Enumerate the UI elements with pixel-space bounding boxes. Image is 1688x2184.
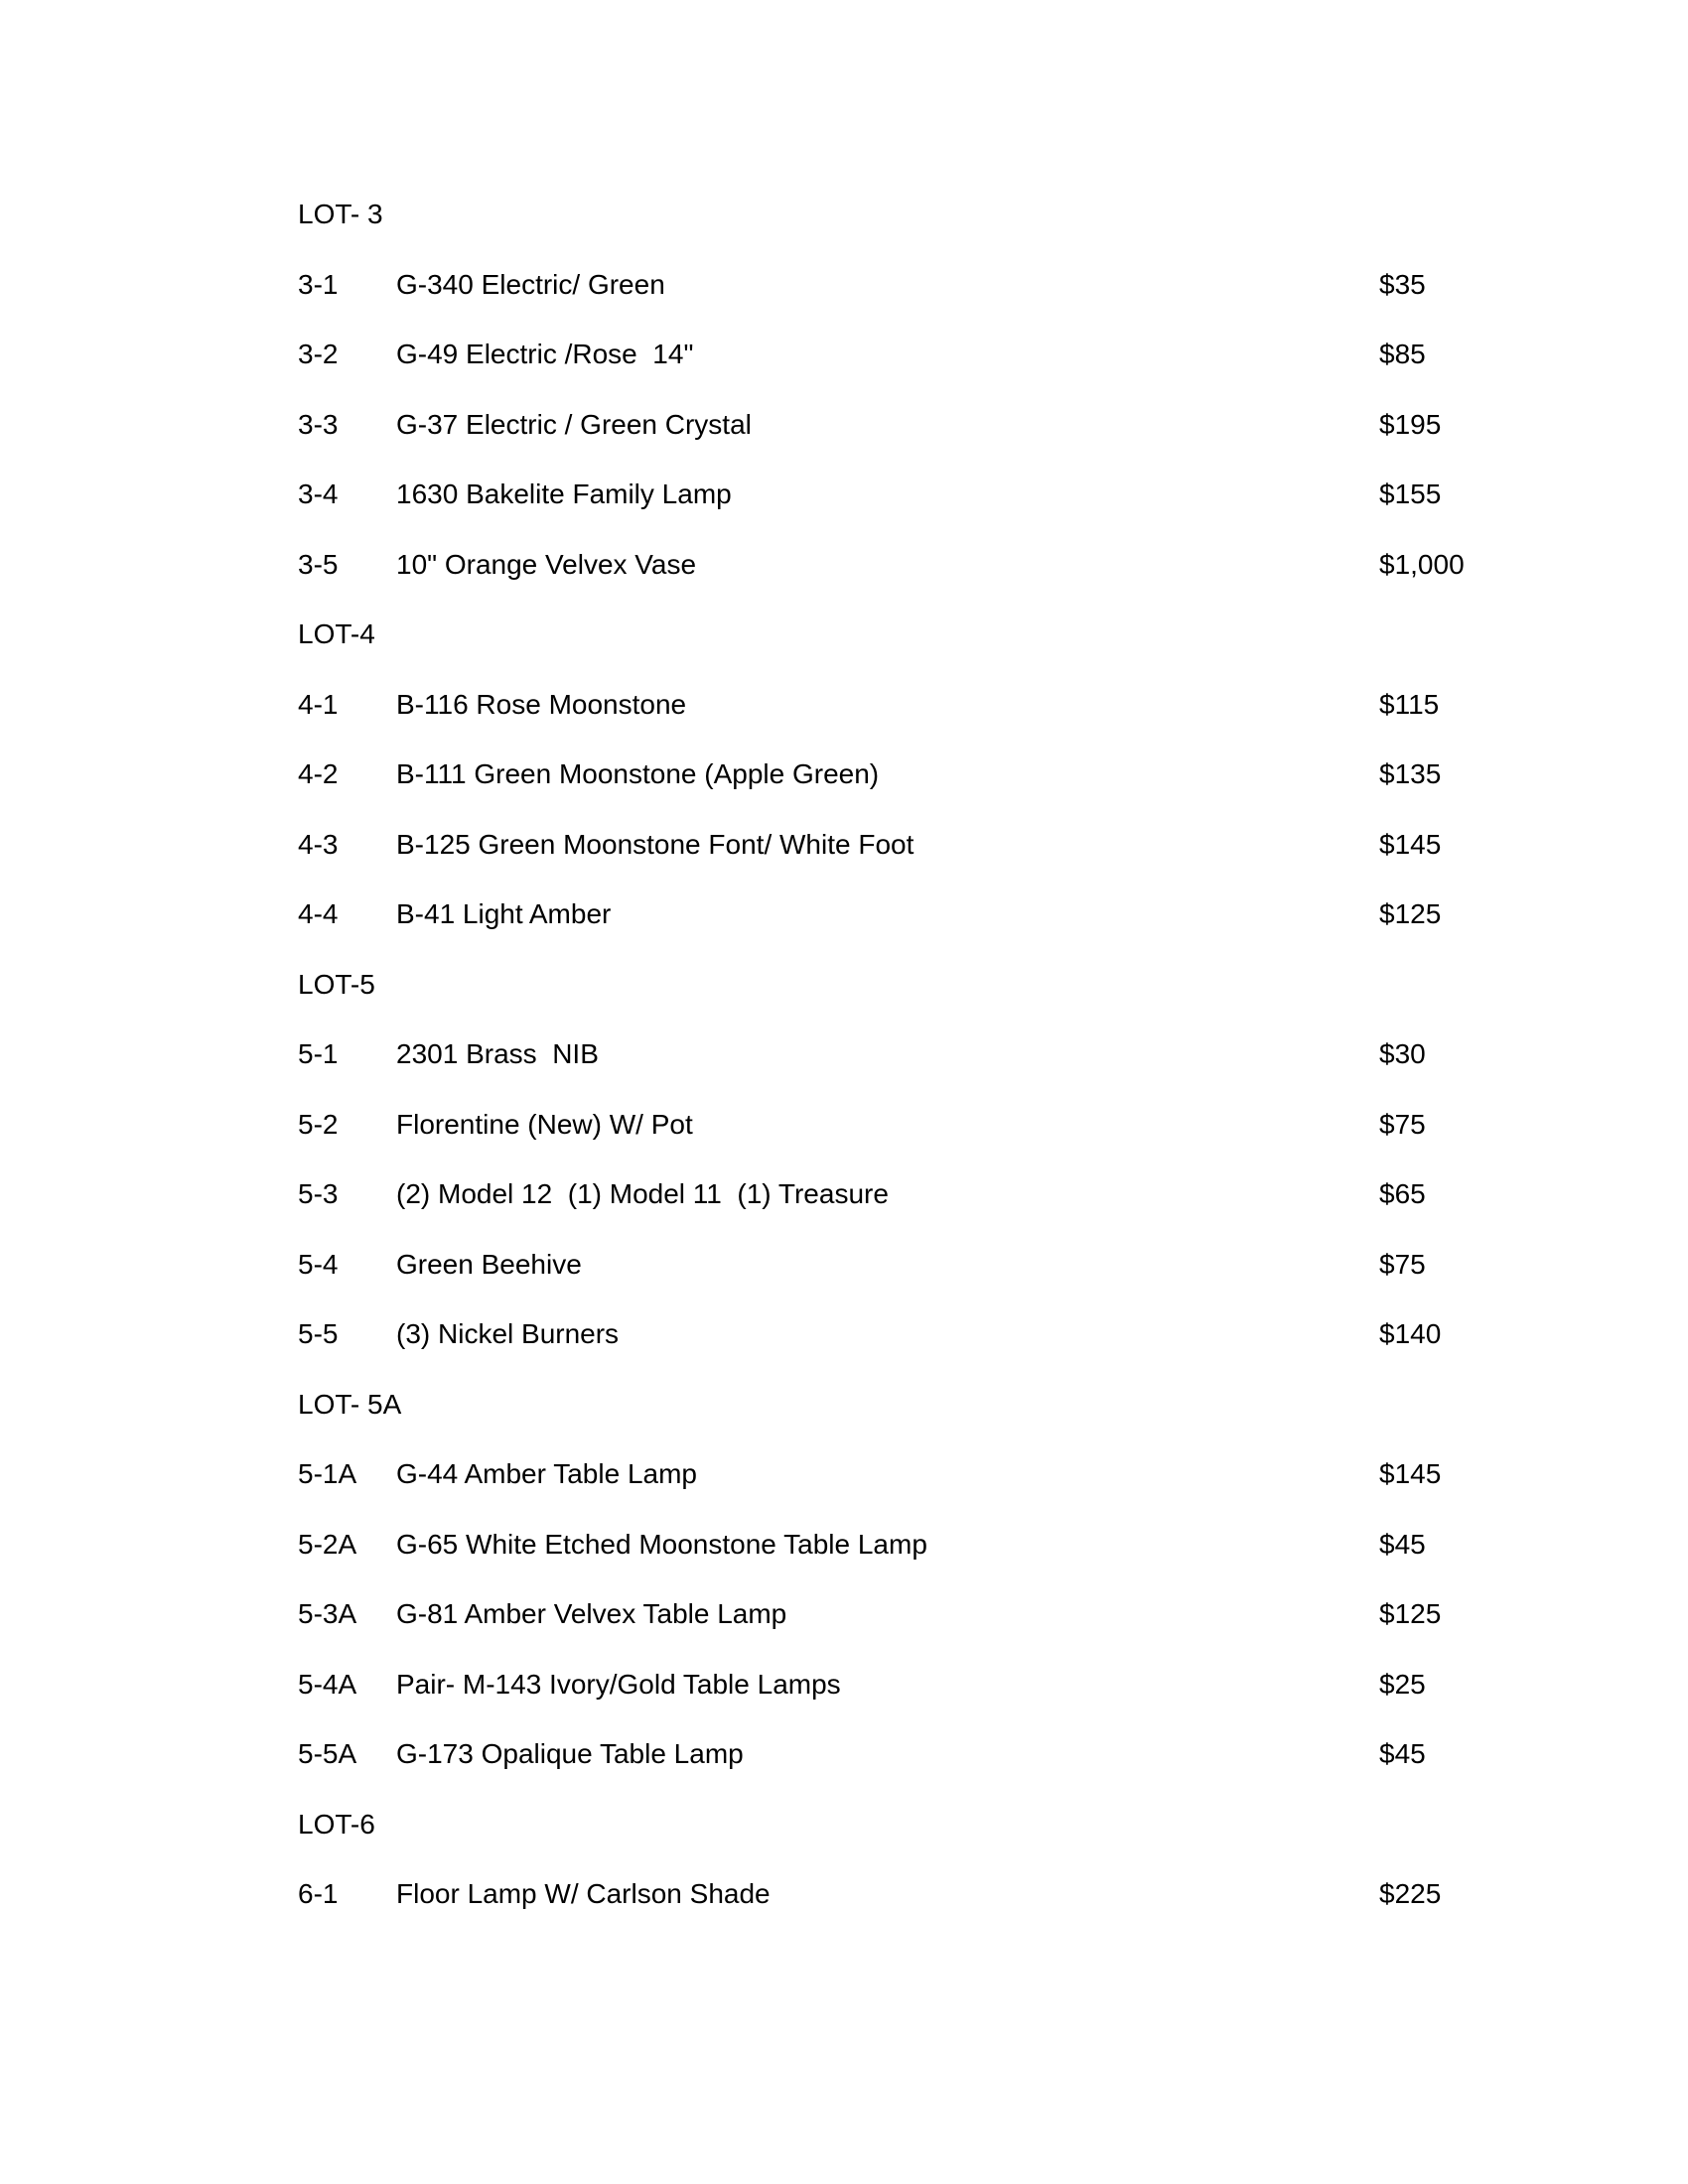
item-description: G-173 Opalique Table Lamp [396, 1738, 744, 1769]
lot-heading-row [298, 1801, 1489, 1871]
lot-price-list [298, 191, 1489, 1941]
item-price: $75 [1379, 1108, 1426, 1140]
item-price: $225 [1379, 1878, 1442, 1909]
lot-heading-row [298, 191, 1489, 261]
item-price: $45 [1379, 1738, 1426, 1769]
item-number: 4-1 [298, 688, 339, 720]
lot-heading: LOT- 3 [298, 199, 383, 229]
item-description: 1630 Bakelite Family Lamp [396, 478, 732, 509]
item-price: $35 [1379, 268, 1426, 300]
list-item [298, 1661, 1489, 1731]
list-item [298, 751, 1489, 821]
list-item [298, 471, 1489, 541]
lot-heading: LOT-5 [298, 968, 375, 1000]
list-item [298, 821, 1489, 891]
item-number: 5-4A [298, 1668, 357, 1700]
list-item [298, 1030, 1489, 1101]
list-item [298, 261, 1489, 332]
item-description: Floor Lamp W/ Carlson Shade [396, 1878, 771, 1909]
item-description: Florentine (New) W/ Pot [396, 1108, 693, 1140]
item-description: B-116 Rose Moonstone [396, 688, 687, 720]
item-number: 3-3 [298, 408, 339, 440]
item-number: 6-1 [298, 1878, 339, 1909]
list-item [298, 1730, 1489, 1801]
list-item [298, 1590, 1489, 1661]
list-item [298, 890, 1489, 961]
lot-heading-row [298, 611, 1489, 681]
item-number: 5-2 [298, 1108, 339, 1140]
item-number: 3-2 [298, 339, 339, 369]
item-description: Green Beehive [396, 1248, 582, 1280]
lot-heading-row [298, 1381, 1489, 1451]
item-price: $115 [1379, 688, 1440, 720]
lot-heading-row [298, 961, 1489, 1031]
list-item [298, 1870, 1489, 1941]
item-number: 5-4 [298, 1248, 339, 1280]
list-item [298, 1521, 1489, 1591]
item-price: $135 [1379, 758, 1442, 789]
lot-heading: LOT-4 [298, 618, 375, 649]
list-item [298, 1310, 1489, 1381]
item-price: $140 [1379, 1318, 1442, 1349]
item-price: $85 [1379, 339, 1426, 369]
item-number: 5-3A [298, 1598, 357, 1629]
item-price: $195 [1379, 408, 1442, 440]
item-description: B-111 Green Moonstone (Apple Green) [396, 758, 880, 789]
item-number: 4-3 [298, 828, 339, 860]
item-description: 2301 Brass NIB [396, 1038, 599, 1069]
item-number: 5-2A [298, 1528, 357, 1560]
item-number: 5-5A [298, 1738, 357, 1769]
item-description: G-44 Amber Table Lamp [396, 1458, 697, 1489]
item-price: $125 [1379, 1598, 1442, 1629]
item-description: G-65 White Etched Moonstone Table Lamp [396, 1528, 927, 1560]
item-number: 3-5 [298, 548, 339, 580]
list-item [298, 401, 1489, 472]
list-item [298, 1101, 1489, 1171]
item-description: G-37 Electric / Green Crystal [396, 408, 752, 440]
item-number: 5-3 [298, 1178, 339, 1209]
item-number: 3-4 [298, 478, 339, 509]
list-item [298, 1450, 1489, 1521]
list-item [298, 1241, 1489, 1311]
item-description: B-41 Light Amber [396, 898, 612, 929]
item-number: 5-1 [298, 1038, 339, 1069]
item-number: 3-1 [298, 268, 339, 300]
item-price: $145 [1379, 1458, 1442, 1489]
item-description: G-81 Amber Velvex Table Lamp [396, 1598, 787, 1629]
item-price: $25 [1379, 1668, 1426, 1700]
list-item [298, 331, 1489, 401]
item-number: 4-4 [298, 898, 339, 929]
item-description: B-125 Green Moonstone Font/ White Foot [396, 828, 914, 860]
item-description: (2) Model 12 (1) Model 11 (1) Treasure [396, 1178, 889, 1209]
item-price: $45 [1379, 1528, 1426, 1560]
item-price: $1,000 [1379, 548, 1465, 580]
item-number: 5-5 [298, 1318, 339, 1349]
item-description: (3) Nickel Burners [396, 1318, 620, 1349]
list-item [298, 1170, 1489, 1241]
item-price: $155 [1379, 478, 1442, 509]
item-description: Pair- M-143 Ivory/Gold Table Lamps [396, 1668, 841, 1700]
item-description: G-49 Electric /Rose 14" [396, 339, 694, 369]
item-number: 4-2 [298, 758, 339, 789]
item-price: $30 [1379, 1038, 1426, 1069]
item-price: $125 [1379, 898, 1442, 929]
item-description: G-340 Electric/ Green [396, 268, 665, 300]
lot-heading: LOT-6 [298, 1808, 375, 1840]
item-price: $75 [1379, 1248, 1426, 1280]
list-item [298, 681, 1489, 751]
item-description: 10" Orange Velvex Vase [396, 548, 697, 580]
item-price: $65 [1379, 1178, 1426, 1209]
list-item [298, 541, 1489, 612]
lot-heading: LOT- 5A [298, 1388, 402, 1420]
item-number: 5-1A [298, 1458, 357, 1489]
item-price: $145 [1379, 828, 1442, 860]
